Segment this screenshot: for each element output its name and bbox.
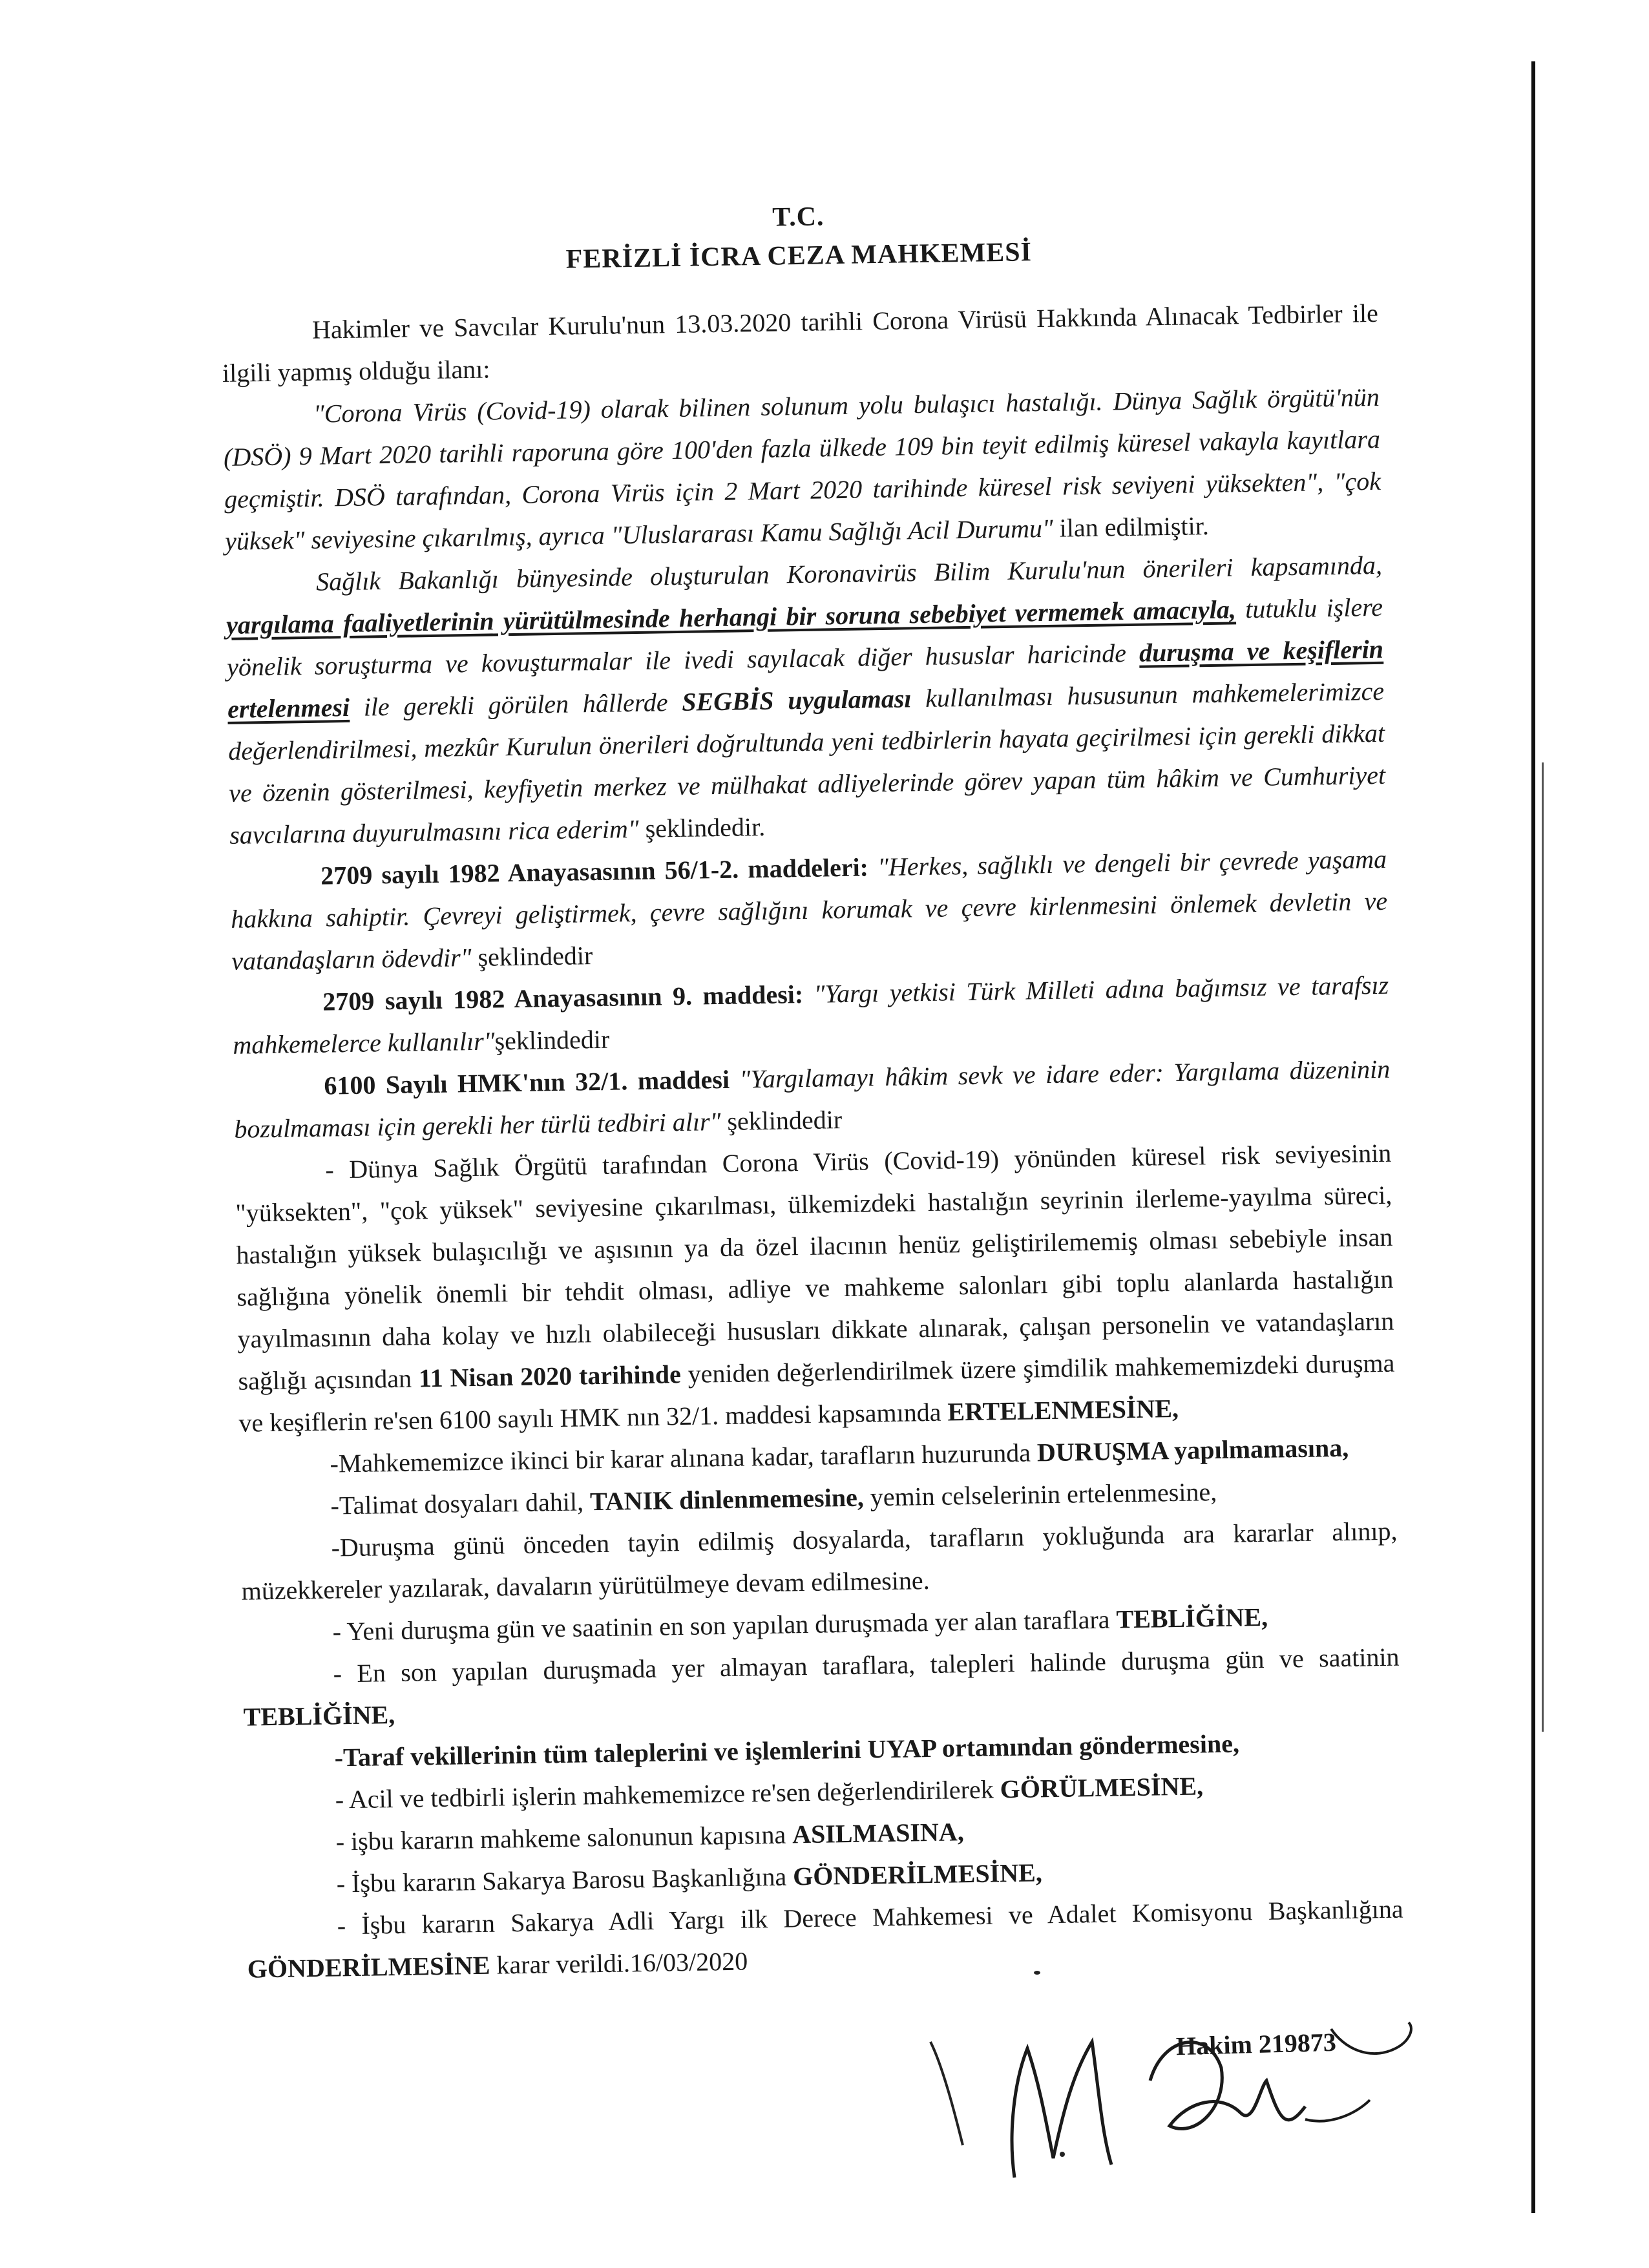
- hmk-ref: 6100 Sayılı HMK'nın 32/1. maddesi: [324, 1064, 730, 1100]
- intro-text: Hakimler ve Savcılar Kurulu'nun 13.03.2020 tarihli Corona Virüsü Hakkında Alınacak Tedbirler ile ilgili yapmış olduğu ilanı:: [222, 298, 1379, 388]
- constitution-56-ref: 2709 sayılı 1982 Anayasasının 56/1-2. maddeleri: [320, 852, 860, 890]
- scan-edge-line: [1531, 61, 1535, 2213]
- hsk-quote-tail: ilan edilmiştir.: [1053, 511, 1210, 543]
- decision-date: karar verildi.16/03/2020: [490, 1946, 748, 1980]
- send-bar-text: - İşbu kararın Sakarya Barosu Başkanlığına: [336, 1862, 793, 1898]
- scan-edge-line-secondary: [1542, 762, 1544, 1732]
- hsk-quote-paragraph: [223, 376, 1382, 562]
- witness-text-3: yemin celselerinin ertelenmesine,: [863, 1477, 1217, 1512]
- constitution-56-tail: şeklindedir: [471, 941, 593, 972]
- no-hearing-text: -Mahkememizce ikinci bir karar alınana kadar, tarafların huzurunda: [330, 1438, 1038, 1478]
- hsk-quote: "Corona Virüs (Covid-19) olarak bilinen solunum yolu bulaşıcı hastalığı. Dünya Sağlık örgütü'nün (DSÖ) 9 Mart 2020 tarihli raporuna göre 100'den fazla ülkede 109 bin teyit edilmiş küresel vakayla kayıtlara geçmiştir. DSÖ tarafından, Corona Virüs için 2 Mart 2020 tarihinde küresel risk seviyeni yüksekten", "çok yüksek" seviyesine çıkarılmış, ayrıca "Uluslararası Kamu Sağlığı Acil Durumu": [223, 382, 1381, 556]
- hmk-quote: "Yargılamayı hâkim sevk ve idare eder: Yargılama düzeninin bozulmaması için gerekli her türlü tedbiri alır": [234, 1054, 1391, 1144]
- who-risk-paragraph: [235, 1132, 1396, 1444]
- board-text-5: ile gerekli görülen hâllerde: [349, 687, 682, 722]
- board-text-2: yargılama faaliyetlerinin yürütülmesinde herhangi bir soruna sebebiyet vermemek amacıyla,: [226, 594, 1237, 640]
- constitution-9-tail: şeklindedir: [494, 1024, 610, 1056]
- constitution-9-ref: 2709 sayılı 1982 Anayasasının 9. maddesi: [322, 980, 795, 1016]
- notify-absent-text: - En son yapılan duruşmada yer almayan taraflara, talepleri halinde duruşma gün ve saatinin: [333, 1642, 1400, 1688]
- no-hearing-decision: DURUŞMA yapılmamasına,: [1036, 1433, 1349, 1467]
- witness-decision: TANIK dinlenmemesine,: [589, 1482, 865, 1517]
- constitution-56-colon: :: [859, 852, 878, 882]
- urgent-decision: GÖRÜLMESİNE,: [1000, 1771, 1204, 1804]
- handwritten-signature: [918, 1990, 1422, 2184]
- who-text-3: yeniden değerlendirilmek üzere şimdilik mahkememizdeki duruşma ve keşiflerin re'sen 6100 sayılı HMK nın 32/1. maddesi kapsamında: [238, 1348, 1395, 1438]
- board-text-8: şeklindedir.: [638, 812, 766, 843]
- notify-text: - Yeni duruşma gün ve saatinin en son yapılan duruşmada yer alan taraflara: [332, 1604, 1117, 1646]
- postpone-date: 11 Nisan 2020 tarihinde: [418, 1360, 682, 1393]
- notify-absent-decision: TEBLİĞİNE,: [243, 1700, 395, 1732]
- interim-text: -Duruşma günü önceden tayin edilmiş dosyalarda, tarafların yokluğunda ara kararlar alınıp, müzekkereler yazılarak, davaların yürütülmeye devam edilmesine.: [241, 1516, 1398, 1606]
- send-commission-text: - İşbu kararın Sakarya Adli Yargı ilk Derece Mahkemesi ve Adalet Komisyonu Başkanlığına: [337, 1894, 1403, 1940]
- witness-text-1: -Talimat dosyaları dahil,: [330, 1487, 591, 1520]
- send-bar-decision: GÖNDERİLMESİNE,: [792, 1858, 1043, 1891]
- court-name: FERİZLİ İCRA CEZA MAHKEMESİ: [565, 237, 1033, 275]
- board-text-1: Sağlık Bakanlığı bünyesinde oluşturulan Koronavirüs Bilim Kurulu'nun önerileri kapsamında,: [315, 550, 1383, 596]
- notify-decision: TEBLİĞİNE,: [1116, 1602, 1268, 1634]
- document-body: [220, 189, 1404, 1990]
- send-commission-decision: GÖNDERİLMESİNE: [247, 1950, 490, 1984]
- header-tc: T.C.: [772, 202, 824, 233]
- constitution-9-quote: "Yargı yetkisi Türk Milleti adına bağımsız ve tarafsız mahkemelerce kullanılır": [233, 970, 1389, 1060]
- board-text-segbis: SEGBİS uygulaması: [681, 684, 912, 717]
- constitution-56-paragraph: [230, 838, 1389, 982]
- who-text-1: - Dünya Sağlık Örgütü tarafından Corona Virüs (Covid-19) yönünden küresel risk seviyesinin "yüksekten", "çok yüksek" seviyesine çıkarılması, ülkemizdeki hastalığın seyrinin ilerleme-yayılma süreci, hastalığın yüksek bulaşıcılığı ve aşısının ya da özel ilacının henüz geliştirilememiş olması sebebiyle insan sağlığına yönelik önemli bir tehdit olması, adliye ve mahkeme salonları gibi toplu alanlarda hastalığın yayılmasının daha kolay ve hızlı olabileceği hususları dikkate alınarak, çalışan personelin ve vatandaşların sağlığı açısından: [235, 1138, 1394, 1396]
- judge-label: Hakim 219873: [1175, 2027, 1337, 2061]
- scientific-board-paragraph: [226, 544, 1387, 856]
- send-commission-paragraph: [246, 1888, 1404, 1990]
- uyap-text: -Taraf vekillerinin tüm taleplerini ve işlemlerini UYAP ortamından göndermesine,: [334, 1728, 1240, 1772]
- hmk-tail: şeklindedir: [720, 1105, 843, 1136]
- constitution-56-quote: "Herkes, sağlıklı ve dengeli bir çevrede yaşama hakkına sahiptir. Çevreyi geliştirmek, çevre sağlığını korumak ve çevre kirlenmesini önlemek devletin ve vatandaşların ödevdir": [230, 844, 1388, 976]
- post-decision: ASILMASINA,: [792, 1817, 965, 1849]
- post-text: - işbu kararın mahkeme salonunun kapısına: [335, 1820, 793, 1856]
- postpone-decision: ERTELENMESİNE,: [947, 1393, 1179, 1427]
- signature-block: [982, 1990, 1422, 2184]
- urgent-text: - Acil ve tedbirli işlerin mahkememizce re'sen değerlendirilerek: [335, 1774, 1000, 1814]
- constitution-9-colon: :: [794, 979, 815, 1009]
- board-text-3: tutuklu işlere yönelik soruşturma ve kovuşturmalar ile ivedi sayılacak diğer hususlar haricinde: [226, 592, 1383, 682]
- board-text-4: duruşma ve keşiflerin ertelenmesi: [227, 634, 1384, 724]
- board-text-7: kullanılması hususunun mahkemelerimizce değerlendirilmesi, mezkûr Kurulun önerileri doğrultunda yeni tedbirlerin hayata geçirilmesi için gerekli dikkat ve özenin gösterilmesi, keyfiyetin merkez ve mülhakat adliyelerinde görev yapan tüm hâkim ve Cumhuriyet savcılarına duyurulmasını rica ederim": [227, 676, 1386, 850]
